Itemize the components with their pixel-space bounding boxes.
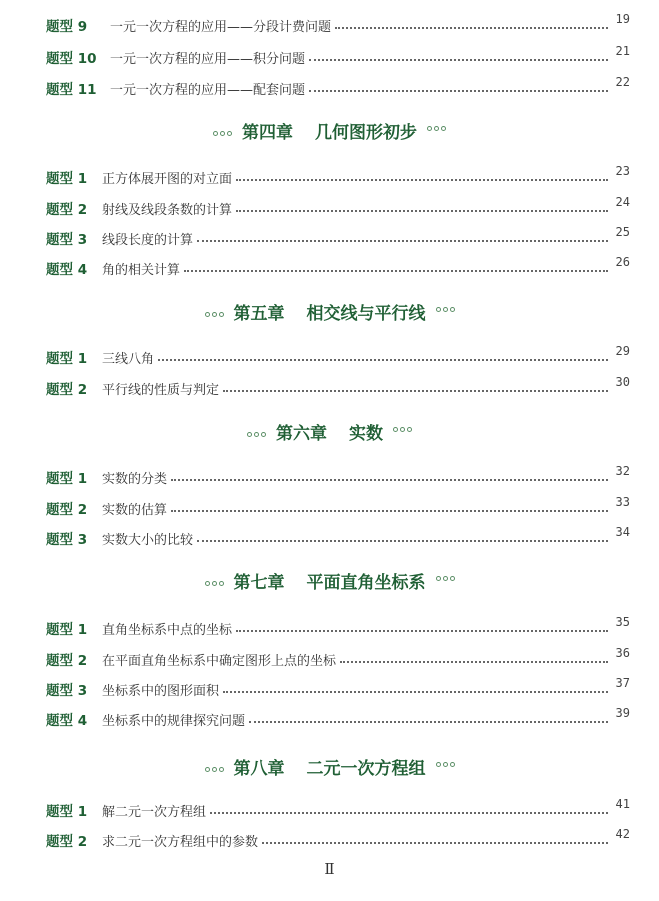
ornament-dots-icon xyxy=(205,581,224,586)
entry-label: 题型 2 xyxy=(46,653,88,669)
ornament-dots-icon xyxy=(436,307,455,312)
dot-leader xyxy=(236,178,608,181)
entry-page-number: 22 xyxy=(615,75,630,89)
entry-label: 题型 9 xyxy=(46,19,88,35)
dot-leader xyxy=(197,539,608,542)
entry-page-number: 35 xyxy=(615,615,630,629)
entry-title: 三线八角 xyxy=(102,351,155,367)
entry-title: 实数大小的比较 xyxy=(102,532,194,548)
entry-page-number: 34 xyxy=(615,525,630,539)
chapter-number: 第五章 xyxy=(233,303,285,324)
chapter-heading xyxy=(0,298,659,324)
entry-label: 题型 1 xyxy=(46,171,88,187)
entry-title: 在平面直角坐标系中确定图形上点的坐标 xyxy=(102,653,337,669)
toc-entry[interactable] xyxy=(46,615,630,638)
dot-leader xyxy=(223,389,608,392)
chapter-name: 平面直角坐标系 xyxy=(306,572,426,593)
entry-label: 题型 4 xyxy=(46,713,88,729)
ornament-dots-icon xyxy=(427,126,446,131)
entry-label: 题型 2 xyxy=(46,382,88,398)
entry-title: 正方体展开图的对立面 xyxy=(102,171,233,187)
toc-entry[interactable] xyxy=(46,75,630,98)
page-number-footer: Ⅱ xyxy=(324,860,335,878)
entry-label: 题型 3 xyxy=(46,532,88,548)
entry-label: 题型 4 xyxy=(46,262,88,278)
entry-page-number: 37 xyxy=(615,676,630,690)
dot-leader xyxy=(236,209,608,212)
entry-label: 题型 10 xyxy=(46,51,97,67)
toc-entry[interactable] xyxy=(46,797,630,820)
dot-leader xyxy=(249,720,608,723)
toc-entry[interactable] xyxy=(46,12,630,35)
dot-leader xyxy=(340,660,608,663)
chapter-number: 第八章 xyxy=(233,758,285,779)
dot-leader xyxy=(158,358,608,361)
entry-title: 坐标系中的规律探究问题 xyxy=(102,713,246,729)
chapter-name: 二元一次方程组 xyxy=(306,758,426,779)
ornament-dots-icon xyxy=(393,427,412,432)
dot-leader xyxy=(236,629,608,632)
toc-entry[interactable] xyxy=(46,375,630,398)
ornament-dots-icon xyxy=(205,767,224,772)
dot-leader xyxy=(223,690,608,693)
entry-label: 题型 1 xyxy=(46,351,88,367)
entry-title: 直角坐标系中点的坐标 xyxy=(102,622,233,638)
entry-title: 一元一次方程的应用——配套问题 xyxy=(110,82,306,98)
toc-entry[interactable] xyxy=(46,646,630,669)
entry-page-number: 29 xyxy=(615,344,630,358)
entry-page-number: 36 xyxy=(615,646,630,660)
dot-leader xyxy=(171,478,608,481)
dot-leader xyxy=(184,269,608,272)
toc-entry[interactable] xyxy=(46,495,630,518)
entry-title: 平行线的性质与判定 xyxy=(102,382,220,398)
ornament-dots-icon xyxy=(247,432,266,437)
entry-title: 线段长度的计算 xyxy=(102,232,194,248)
dot-leader xyxy=(309,89,608,92)
entry-page-number: 19 xyxy=(615,12,630,26)
entry-label: 题型 3 xyxy=(46,683,88,699)
dot-leader xyxy=(335,26,608,29)
chapter-number: 第七章 xyxy=(233,572,285,593)
entry-title: 实数的估算 xyxy=(102,502,168,518)
ornament-dots-icon xyxy=(213,131,232,136)
dot-leader xyxy=(262,841,608,844)
chapter-heading xyxy=(0,567,659,593)
entry-label: 题型 11 xyxy=(46,82,97,98)
dot-leader xyxy=(309,58,608,61)
entry-title: 一元一次方程的应用——积分问题 xyxy=(110,51,306,67)
entry-title: 角的相关计算 xyxy=(102,262,181,278)
chapter-number: 第四章 xyxy=(242,122,293,143)
toc-entry[interactable] xyxy=(46,164,630,187)
entry-title: 求二元一次方程组中的参数 xyxy=(102,834,259,850)
toc-entry[interactable] xyxy=(46,255,630,278)
entry-label: 题型 1 xyxy=(46,622,88,638)
ornament-dots-icon xyxy=(436,762,455,767)
chapter-heading xyxy=(0,418,659,444)
toc-entry[interactable] xyxy=(46,706,630,729)
chapter-number: 第六章 xyxy=(276,423,327,444)
toc-entry[interactable] xyxy=(46,344,630,367)
entry-page-number: 23 xyxy=(615,164,630,178)
entry-page-number: 25 xyxy=(615,225,630,239)
entry-title: 一元一次方程的应用——分段计费问题 xyxy=(110,19,332,35)
entry-page-number: 26 xyxy=(615,255,630,269)
toc-entry[interactable] xyxy=(46,44,630,67)
entry-page-number: 41 xyxy=(615,797,630,811)
entry-page-number: 33 xyxy=(615,495,630,509)
entry-page-number: 39 xyxy=(615,706,630,720)
toc-entry[interactable] xyxy=(46,225,630,248)
entry-title: 射线及线段条数的计算 xyxy=(102,202,233,218)
entry-title: 解二元一次方程组 xyxy=(102,804,207,820)
entry-page-number: 30 xyxy=(615,375,630,389)
chapter-name: 几何图形初步 xyxy=(315,122,417,143)
entry-title: 实数的分类 xyxy=(102,471,168,487)
entry-label: 题型 3 xyxy=(46,232,88,248)
chapter-name: 相交线与平行线 xyxy=(306,303,426,324)
entry-label: 题型 2 xyxy=(46,202,88,218)
ornament-dots-icon xyxy=(436,576,455,581)
toc-entry[interactable] xyxy=(46,676,630,699)
toc-entry[interactable] xyxy=(46,464,630,487)
dot-leader xyxy=(210,811,608,814)
entry-label: 题型 2 xyxy=(46,502,88,518)
entry-page-number: 32 xyxy=(615,464,630,478)
entry-page-number: 24 xyxy=(615,195,630,209)
dot-leader xyxy=(171,509,608,512)
entry-label: 题型 1 xyxy=(46,804,88,820)
toc-entry[interactable] xyxy=(46,525,630,548)
entry-page-number: 42 xyxy=(615,827,630,841)
dot-leader xyxy=(197,239,608,242)
toc-entry[interactable] xyxy=(46,827,630,850)
entry-title: 坐标系中的图形面积 xyxy=(102,683,220,699)
entry-label: 题型 2 xyxy=(46,834,88,850)
chapter-heading xyxy=(0,117,659,143)
ornament-dots-icon xyxy=(205,312,224,317)
entry-label: 题型 1 xyxy=(46,471,88,487)
toc-entry[interactable] xyxy=(46,195,630,218)
chapter-heading xyxy=(0,753,659,779)
entry-page-number: 21 xyxy=(615,44,630,58)
chapter-name: 实数 xyxy=(349,423,383,444)
